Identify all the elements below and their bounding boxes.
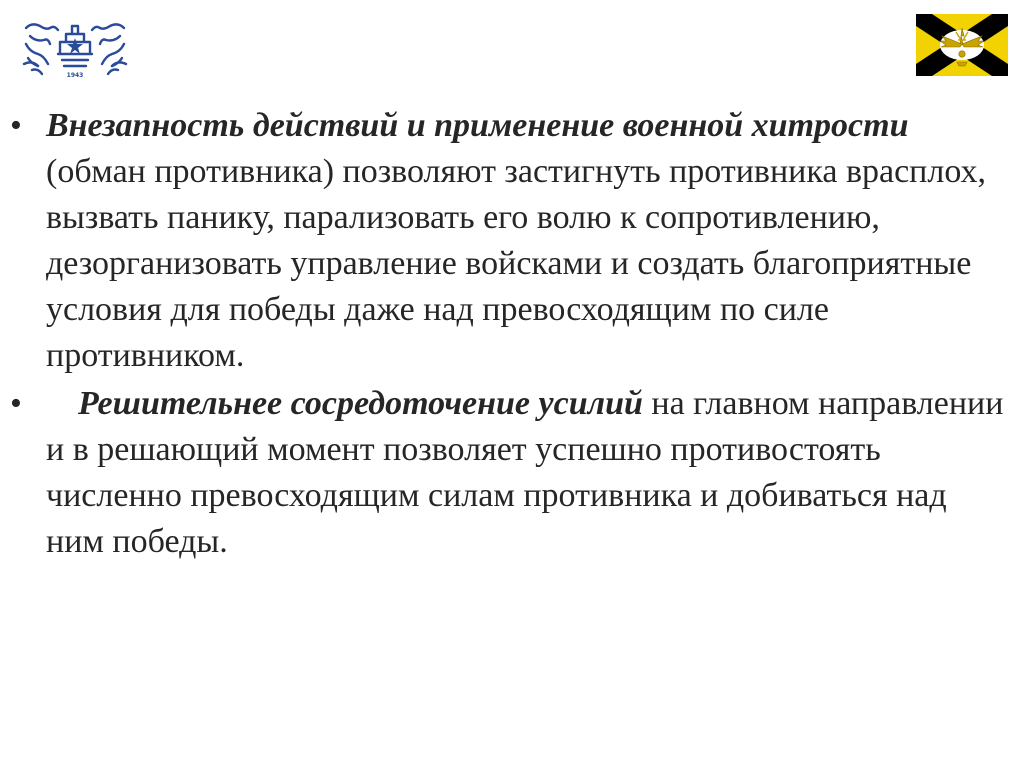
bullet-text: (обман противника) позволяют застигнуть противника врасплох, вызвать панику, парализовать его волю к сопротивлению, дезорганизовать управление войсками и создать благоприятные условия для победы даже над превосходящим по силе противником.	[46, 153, 986, 374]
bullet-text: на главном направлении и в решающий момент позволяет успешно противостоять численно превосходящим силам противника и добиваться над ним победы.	[46, 385, 1004, 560]
bullet-list	[0, 103, 1024, 565]
bullet-marker: •	[10, 385, 22, 422]
bullet-emphasis: Решительнее сосредоточение усилий	[78, 385, 643, 422]
university-crest-icon	[22, 14, 128, 82]
military-signal-emblem-icon	[916, 14, 1008, 76]
bullet-marker: •	[10, 107, 22, 144]
list-item	[0, 381, 1024, 565]
logo-year: 1943	[66, 72, 84, 79]
bullet-emphasis: Внезапность действий и применение военной хитрости	[46, 107, 909, 144]
list-item	[0, 103, 1024, 379]
